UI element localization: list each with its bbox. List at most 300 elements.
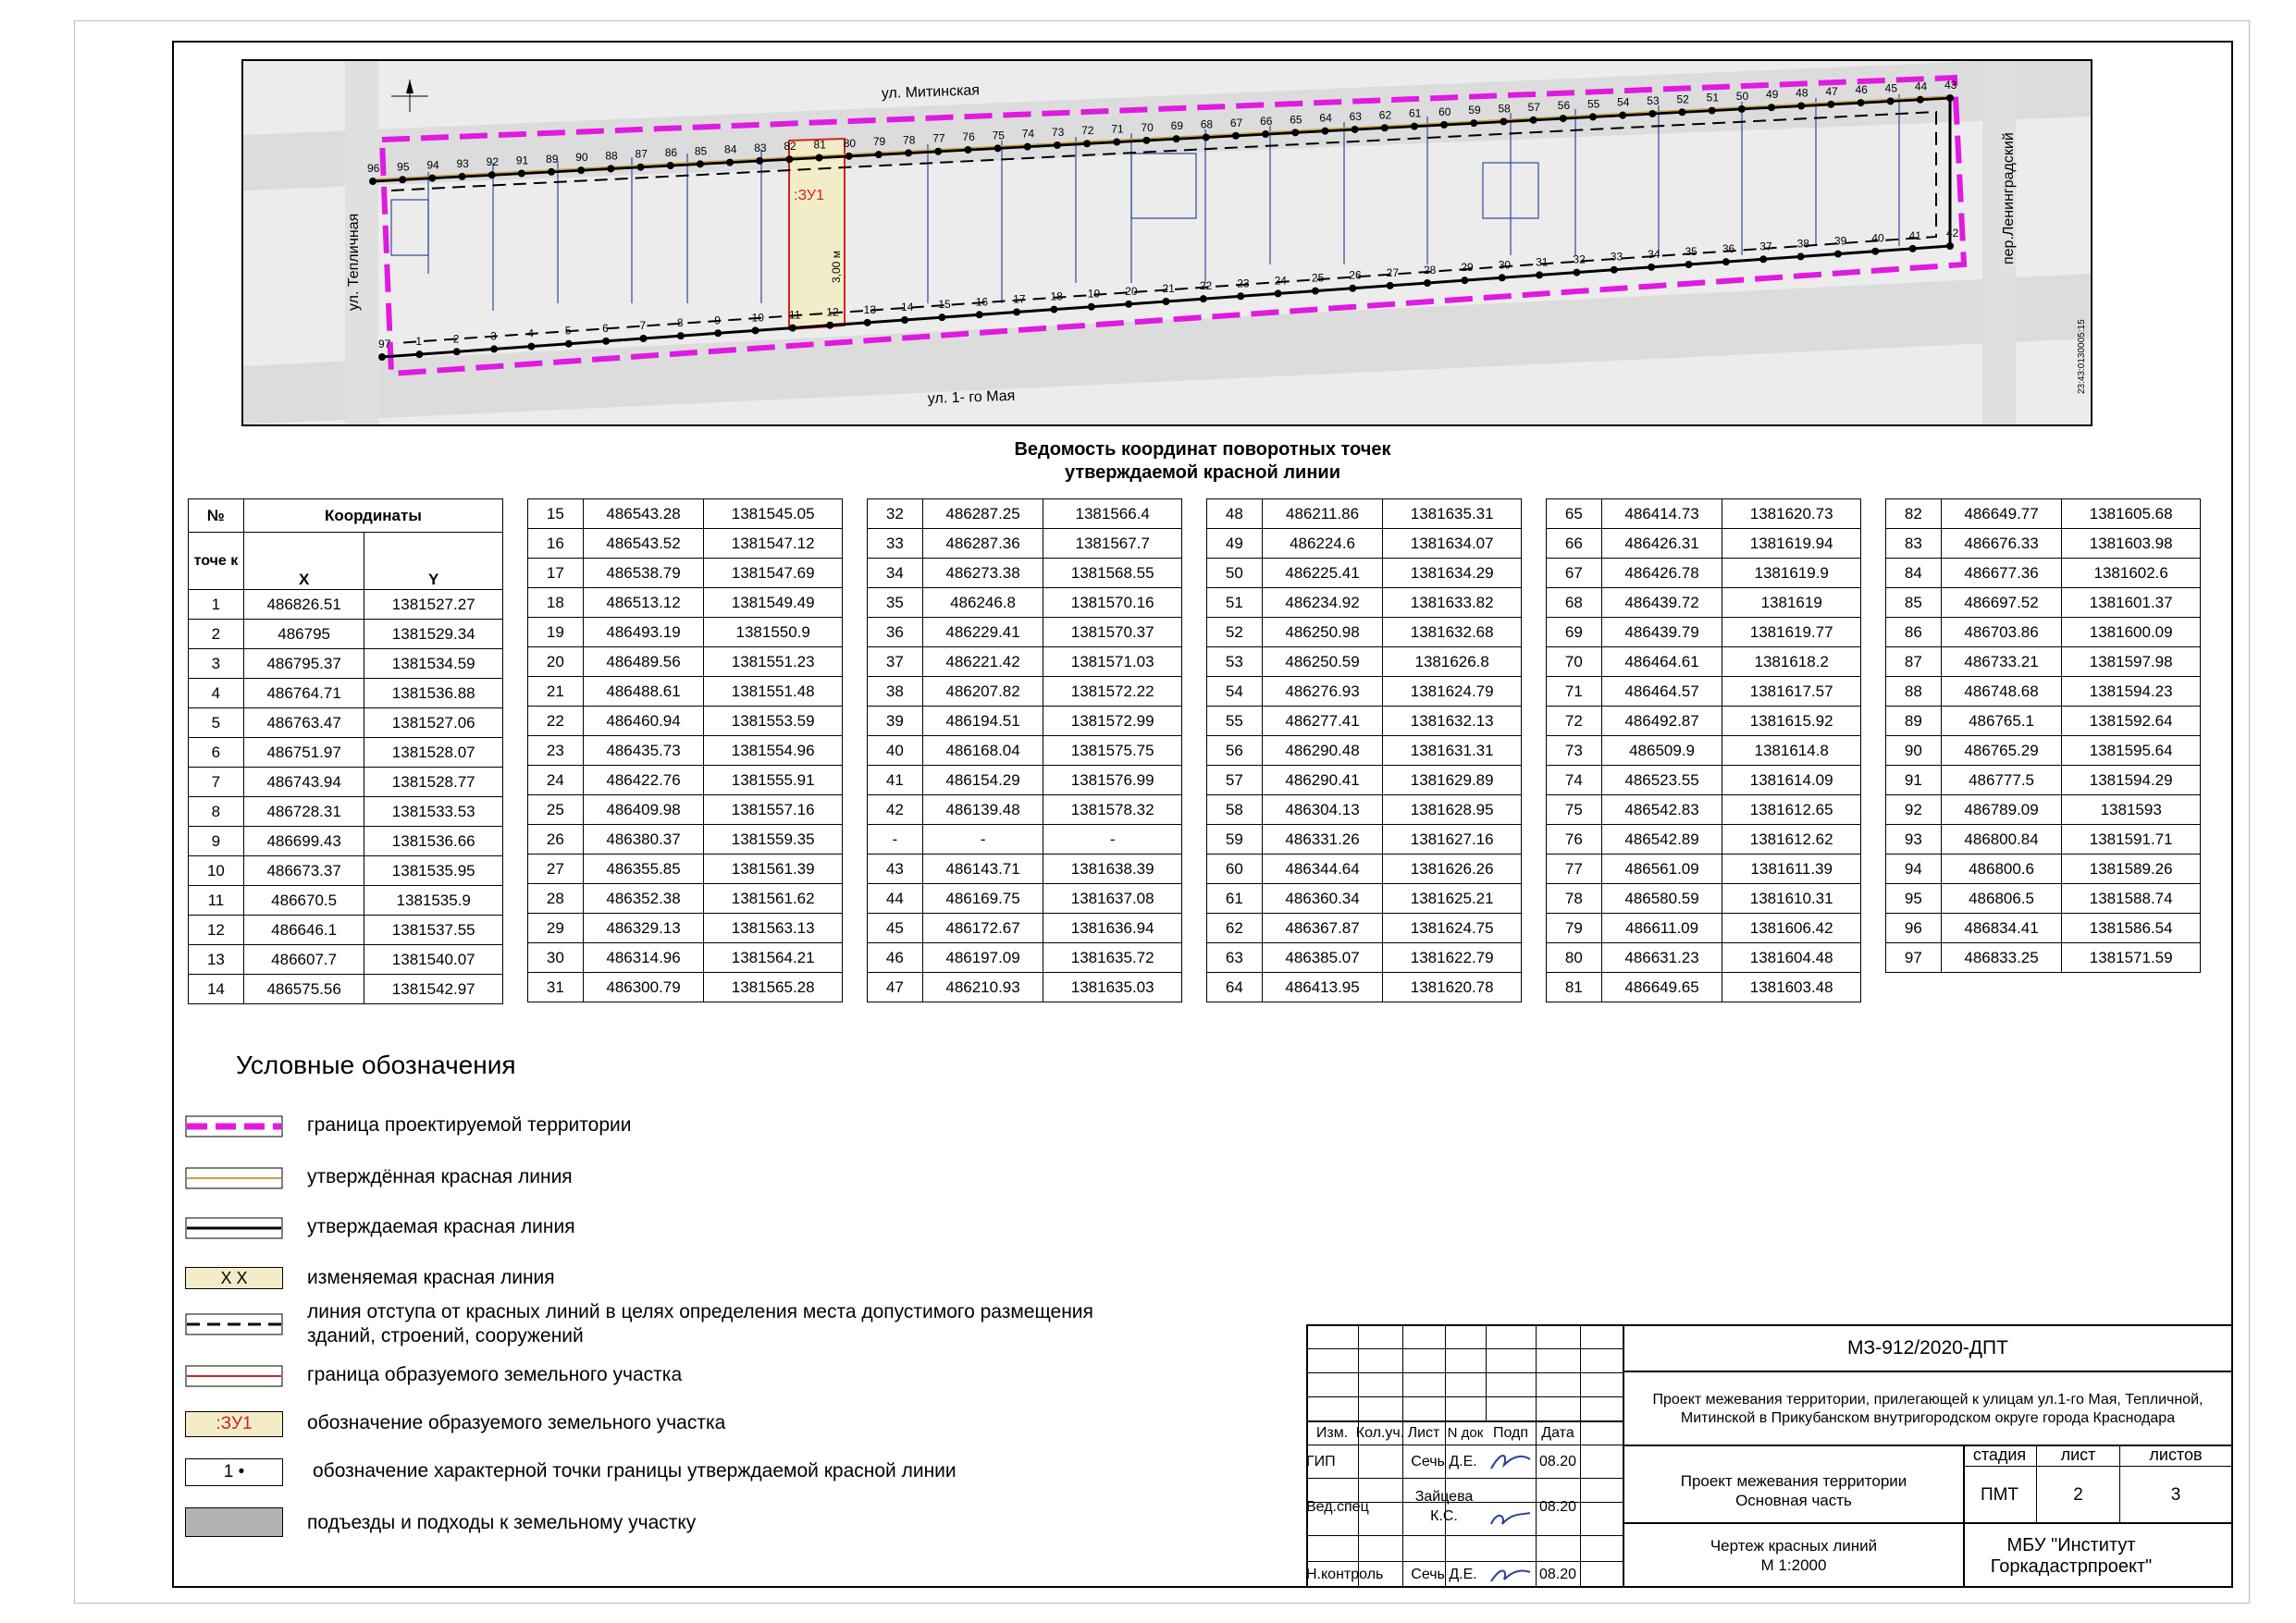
coord-x: 486172.67 [922,914,1043,943]
point-no: 51 [1207,588,1263,618]
point-label: 79 [872,135,886,149]
coord-table-2 [527,498,843,1002]
coord-y: 1381589.26 [2062,855,2201,884]
point-label: 11 [788,308,801,322]
point-no: 42 [868,795,923,825]
coord-y: 1381540.07 [364,945,503,975]
coord-table-5 [1546,498,1861,1002]
point-marker [577,166,585,174]
point-no: 24 [528,766,584,795]
point-marker [1163,298,1170,305]
col-kol: Кол.уч. [1355,1424,1405,1441]
coord-y: 1381578.32 [1043,795,1182,825]
point-no: 47 [868,973,923,1002]
point-marker [1946,242,1954,250]
coord-x: 486273.38 [922,559,1043,588]
legend-text-new-line: утверждаемая красная линия [307,1216,575,1237]
coord-y: 1381635.31 [1383,499,1522,529]
point-no: 93 [1886,825,1942,855]
point-label: 22 [1199,279,1213,293]
point-no: 1 [189,590,244,620]
point-label: 85 [694,144,708,158]
point-no: 39 [868,707,923,736]
table-row [1207,914,1522,943]
point-marker [697,160,704,167]
table-row [528,943,843,973]
coord-y: 1381557.16 [704,795,843,825]
date-ved: 08.20 [1538,1498,1577,1515]
point-no: 12 [189,916,244,945]
point-label: 20 [1125,284,1138,298]
table-row [528,707,843,736]
coord-y: 1381619 [1722,588,1861,618]
table-row [1547,766,1861,795]
point-label: 44 [1914,80,1928,93]
point-no: 89 [1886,707,1942,736]
point-no: 69 [1547,618,1602,647]
table-row [1207,943,1522,973]
point-label: 58 [1498,102,1511,116]
point-label: 10 [751,311,764,325]
sheet-value: 2 [2037,1467,2120,1522]
point-label: 33 [1610,250,1623,264]
coord-x: 486143.71 [922,855,1043,884]
point-label: 47 [1825,84,1838,98]
table-row [189,945,503,975]
table-row [1547,914,1861,943]
coord-x: 486139.48 [922,795,1043,825]
point-marker [1262,130,1269,138]
point-no: 30 [528,943,584,973]
point-no: 22 [528,707,584,736]
cadastral-number: 23:43:0130005:15 [2077,319,2087,394]
point-label: 5 [564,324,572,338]
point-label: 82 [784,140,796,154]
coord-x: 486276.93 [1262,677,1383,707]
coord-x: 486287.25 [922,499,1043,529]
point-no: 3 [189,649,244,679]
coord-x: 486290.41 [1262,766,1383,795]
coord-y: 1381588.74 [2062,884,2201,914]
coord-x: 486194.51 [922,707,1043,736]
point-marker [602,338,610,345]
table-row [189,590,503,620]
coord-x: 486777.5 [1941,766,2062,795]
site-plan-drawing [243,61,2091,424]
table-row [1547,647,1861,677]
table-row [189,768,503,797]
table-row [1547,618,1861,647]
point-no: 68 [1547,588,1602,618]
table-row [868,559,1182,588]
point-marker [415,350,423,358]
coord-y: 1381625.21 [1383,884,1522,914]
point-label: 18 [1050,289,1063,303]
point-label: 90 [575,151,588,165]
table-row [1547,529,1861,559]
coord-y: 1381627.16 [1383,825,1522,855]
point-label: 8 [676,316,684,330]
point-marker [1291,129,1299,136]
point-label: 37 [1759,240,1772,253]
coord-x: 486250.59 [1262,647,1383,677]
coord-y: 1381528.77 [364,768,503,797]
point-label: 43 [1944,79,1957,92]
coord-y: 1381601.37 [2062,588,2201,618]
point-marker [1411,123,1418,130]
point-label: 78 [903,133,916,147]
point-label: 38 [1796,237,1809,251]
coord-y: 1381545.05 [704,499,843,529]
point-marker [1834,251,1842,258]
point-no: 23 [528,736,584,766]
point-no: 2 [189,620,244,649]
coord-y: 1381536.88 [364,679,503,708]
point-marker [1917,96,1924,104]
coord-x: 486414.73 [1601,499,1722,529]
coord-x: 486826.51 [243,590,364,620]
point-no: 73 [1547,736,1602,766]
legend-symbol-point [185,1458,283,1486]
table-row [528,677,843,707]
point-marker [1560,115,1567,122]
legend-text-access: подъезды и подходы к земельному участку [307,1512,697,1533]
point-label: 35 [1685,245,1697,258]
coord-y: 1381561.62 [704,884,843,914]
point-no: 26 [528,825,584,855]
coord-y: 1381602.6 [2062,559,2201,588]
point-marker [1321,128,1328,135]
point-no: 84 [1886,559,1942,588]
coord-y: 1381612.62 [1722,825,1861,855]
table-row [528,973,843,1002]
table-row [1886,618,2201,647]
point-marker [1113,139,1120,146]
point-label: 51 [1706,91,1720,105]
table-row [189,856,503,886]
point-label: 94 [426,158,439,172]
point-marker [667,162,674,169]
coord-x: 486699.43 [243,827,364,856]
coord-x: 486676.33 [1941,529,2062,559]
coord-x: 486464.57 [1601,677,1722,707]
point-no: 15 [528,499,584,529]
role-nkontrol: Н.контроль [1306,1567,1384,1582]
point-label: 23 [1237,277,1250,290]
table-row [1886,855,2201,884]
coord-y: 1381535.95 [364,856,503,886]
coord-y: 1381571.59 [2062,943,2201,973]
point-no: 5 [189,708,244,738]
point-no: 21 [528,677,584,707]
coord-x: 486211.86 [1262,499,1383,529]
table-row [528,855,843,884]
point-no: - [868,825,923,855]
coord-y: 1381554.96 [704,736,843,766]
coord-x: 486649.65 [1601,973,1722,1002]
point-no: 64 [1207,973,1263,1002]
coord-x: 486246.8 [922,588,1043,618]
point-marker [875,151,883,158]
point-no: 35 [868,588,923,618]
coord-y: 1381635.03 [1043,973,1182,1002]
coord-y: 1381550.9 [704,618,843,647]
point-marker [1499,274,1506,281]
legend-symbol-parcel-label: :ЗУ1 [185,1411,283,1437]
point-marker [490,345,498,352]
coord-y: - [1043,825,1182,855]
point-marker [964,146,971,154]
point-no: 53 [1207,647,1263,677]
coord-y: 1381622.79 [1383,943,1522,973]
table-row [189,827,503,856]
coord-y: 1381561.39 [704,855,843,884]
point-no: 79 [1547,914,1602,943]
point-marker [1709,107,1716,115]
table-row [868,855,1182,884]
coord-y: 1381537.55 [364,916,503,945]
point-label: 54 [1617,95,1630,109]
point-label: 74 [1021,127,1035,141]
point-label: 68 [1200,117,1214,131]
legend-symbol-new-line [185,1217,283,1239]
date-nkontrol: 08.20 [1538,1567,1577,1582]
point-label: 62 [1378,108,1392,122]
point-no: 20 [528,647,584,677]
coord-x: 486703.86 [1941,618,2062,647]
coord-x: 486677.36 [1941,559,2062,588]
coord-x: 486360.34 [1262,884,1383,914]
point-label: 17 [1013,292,1026,306]
point-marker [1352,126,1359,133]
coord-y: 1381633.82 [1383,588,1522,618]
table-row [189,975,503,1004]
coord-x: 486543.52 [583,529,704,559]
table-row [1207,884,1522,914]
point-marker [1440,121,1448,129]
coord-x: 486673.37 [243,856,364,886]
col-no: № [189,499,244,533]
point-label: 93 [456,156,469,170]
table-row [528,825,843,855]
point-label: 19 [1087,287,1101,301]
point-no: 75 [1547,795,1602,825]
coord-y: 1381549.49 [704,588,843,618]
point-marker [637,164,645,171]
legend-text-boundary: граница проектируемой территории [307,1114,632,1136]
point-no: 11 [189,886,244,916]
point-label: 55 [1586,97,1600,111]
col-izm: Изм. [1315,1424,1349,1441]
point-marker [1611,266,1618,274]
coord-x: 486234.92 [1262,588,1383,618]
point-label: 7 [639,319,647,332]
point-marker [1125,301,1132,308]
table-row [1886,647,2201,677]
table-row [868,825,1182,855]
point-no: 28 [528,884,584,914]
statement-title [172,438,2233,485]
point-no: 41 [868,766,923,795]
coord-x: 486542.89 [1601,825,1722,855]
point-no: 48 [1207,499,1263,529]
coord-x: 486426.31 [1601,529,1722,559]
point-label: 57 [1527,100,1540,114]
point-no: 71 [1547,677,1602,707]
coord-x: 486344.64 [1262,855,1383,884]
table-row [1207,529,1522,559]
point-label: 16 [975,295,989,309]
coord-y: 1381551.23 [704,647,843,677]
coord-y: 1381572.22 [1043,677,1182,707]
coord-y: 1381563.13 [704,914,843,943]
point-label: 27 [1386,265,1400,279]
point-label: 45 [1884,81,1898,95]
table-row [528,499,843,529]
table-row [868,884,1182,914]
point-marker [1685,261,1693,268]
point-no: 43 [868,855,923,884]
name-gip: Сечь Д.Е. [1411,1453,1477,1469]
point-no: 78 [1547,884,1602,914]
point-label: 61 [1408,106,1422,120]
point-no: 32 [868,499,923,529]
coord-x: 486748.68 [1941,677,2062,707]
table-row [868,766,1182,795]
table-row [1207,973,1522,1002]
point-no: 77 [1547,855,1602,884]
point-label: 65 [1290,113,1302,127]
coord-x: 486607.7 [243,945,364,975]
point-no: 4 [189,679,244,708]
coord-x: 486728.31 [243,797,364,827]
table-row [1207,855,1522,884]
point-no: 92 [1886,795,1942,825]
point-no: 44 [868,884,923,914]
parcel-label: :ЗУ1 [794,188,824,203]
point-no: 83 [1886,529,1942,559]
point-marker [565,340,573,348]
col-points: точе к [189,533,244,590]
point-no: 62 [1207,914,1263,943]
point-label: 29 [1461,261,1474,275]
table-row [1547,736,1861,766]
table-row [868,588,1182,618]
point-label: 71 [1111,122,1124,136]
point-no: 97 [1886,943,1942,973]
coord-y: 1381611.39 [1722,855,1861,884]
point-no: 52 [1207,618,1263,647]
coord-x: 486611.09 [1601,914,1722,943]
coord-x: 486439.72 [1601,588,1722,618]
coord-x: 486154.29 [922,766,1043,795]
point-marker [1530,117,1537,124]
point-marker [1887,97,1895,105]
point-no: 91 [1886,766,1942,795]
point-label: 39 [1833,234,1847,248]
table-row [868,677,1182,707]
point-marker [938,314,945,321]
point-marker [1619,112,1626,119]
point-marker [1589,113,1597,120]
point-dot-icon: • [233,1462,245,1482]
point-label: 25 [1311,271,1325,285]
coord-y: 1381547.69 [704,559,843,588]
coord-x: 486409.98 [583,795,704,825]
legend-symbol-parcel-boundary [185,1365,283,1387]
coord-y: 1381565.28 [704,973,843,1002]
coord-x: 486435.73 [583,736,704,766]
point-marker [1470,119,1477,127]
coord-y: 1381570.16 [1043,588,1182,618]
col-list: Лист [1407,1424,1440,1441]
point-no: 58 [1207,795,1263,825]
sheets-header: листов [2120,1445,2231,1467]
table-row [528,618,843,647]
coord-x: 486764.71 [243,679,364,708]
coord-x: 486197.09 [922,943,1043,973]
point-marker [994,144,1002,152]
point-marker [548,168,555,176]
legend-text-point: обозначение характерной точки границы утверждаемой красной линии [313,1460,957,1482]
point-label: 28 [1424,264,1437,277]
coord-x: 486300.79 [583,973,704,1002]
coord-y: 1381527.06 [364,708,503,738]
point-marker [1648,264,1655,271]
point-label: 95 [397,160,410,174]
point-label: 70 [1141,120,1154,134]
point-no: 55 [1207,707,1263,736]
stage-header: стадия [1963,1445,2037,1467]
table-row [1207,499,1522,529]
point-marker [826,322,833,329]
table-row [1207,736,1522,766]
point-marker [1275,289,1282,297]
coord-x: 486538.79 [583,559,704,588]
col-ndok: N док [1447,1424,1484,1441]
coord-y: 1381600.09 [2062,618,2201,647]
table-row [1547,795,1861,825]
coord-y: 1381635.72 [1043,943,1182,973]
coord-y: 1381603.98 [2062,529,2201,559]
part-title: Проект межевания территории Основная часть [1680,1472,1907,1509]
coord-x: 486460.94 [583,707,704,736]
coord-y: 1381614.09 [1722,766,1861,795]
point-marker [726,159,734,166]
coord-y: 1381632.68 [1383,618,1522,647]
point-marker [399,176,406,183]
coord-x: 486795 [243,620,364,649]
coord-x: 486580.59 [1601,884,1722,914]
date-gip: 08.20 [1538,1453,1577,1469]
point-label: 81 [813,138,826,152]
point-no: 81 [1547,973,1602,1002]
coord-x: 486250.98 [1262,618,1383,647]
table-row [1886,588,2201,618]
coord-x: 486733.21 [1941,647,2062,677]
col-x: X [243,533,364,590]
point-marker [1387,282,1394,289]
coord-x: 486800.6 [1941,855,2062,884]
table-row [189,679,503,708]
point-no: 80 [1547,943,1602,973]
point-no: 86 [1886,618,1942,647]
point-label: 83 [754,141,767,154]
legend-text-parcel-label: обозначение образуемого земельного участка [307,1412,726,1433]
role-gip: ГИП [1306,1453,1336,1469]
point-marker [785,155,793,163]
point-label: 24 [1274,274,1287,288]
